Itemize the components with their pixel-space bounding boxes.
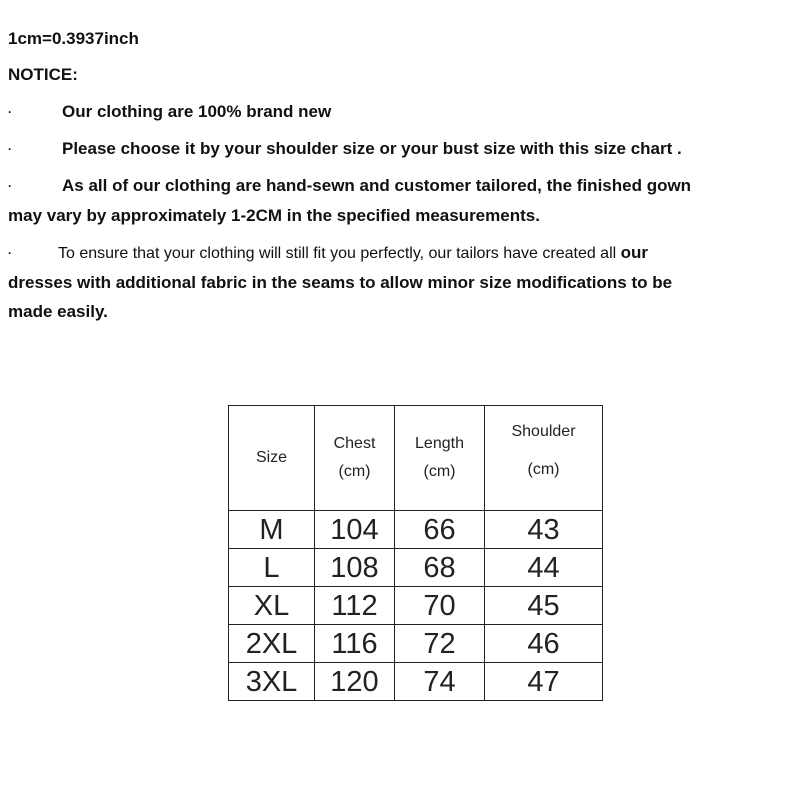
table-row (229, 625, 603, 663)
header-chest-label: Chest (333, 435, 376, 452)
note-fit (58, 243, 648, 264)
note-choose-size: Please choose it by your shoulder size or your bust size with this size chart . (62, 139, 682, 158)
cell-chest: 108 (315, 549, 395, 587)
table-row (229, 663, 603, 701)
cell-chest: 112 (315, 587, 395, 625)
notice-heading: NOTICE: (8, 65, 78, 84)
cell-chest: 116 (315, 625, 395, 663)
header-shoulder-unit: (cm) (527, 461, 560, 478)
note-hand-sewn: As all of our clothing are hand-sewn and customer tailored, the finished gown (62, 176, 692, 195)
header-length-unit: (cm) (423, 463, 456, 480)
cell-length: 66 (395, 511, 485, 549)
note-hand-sewn-cont: may vary by approximately 1-2CM in the specified measurements. (8, 206, 540, 225)
cell-size: 2XL (229, 625, 315, 663)
note-fit-our: our (620, 243, 649, 262)
cell-size: 3XL (229, 663, 315, 701)
cell-chest: 104 (315, 511, 395, 549)
conversion-note: 1cm=0.3937inch (8, 29, 139, 48)
table-row (229, 587, 603, 625)
header-shoulder (485, 406, 603, 511)
cell-length: 74 (395, 663, 485, 701)
table-header-row (229, 406, 603, 511)
cell-size: XL (229, 587, 315, 625)
header-chest-unit: (cm) (338, 463, 371, 480)
cell-size: M (229, 511, 315, 549)
header-shoulder-label: Shoulder (511, 423, 576, 440)
note-fit-end: made easily. (8, 302, 108, 321)
header-length (395, 406, 485, 511)
note-fit-cont: dresses with additional fabric in the seams to allow minor size modifications to be (8, 273, 673, 292)
header-size (229, 406, 315, 511)
cell-length: 68 (395, 549, 485, 587)
cell-chest: 120 (315, 663, 395, 701)
cell-shoulder: 43 (485, 511, 603, 549)
header-size-label: Size (255, 449, 288, 466)
table-row (229, 511, 603, 549)
bullet-4: · (8, 246, 12, 260)
cell-size: L (229, 549, 315, 587)
cell-length: 70 (395, 587, 485, 625)
bullet-1: · (8, 105, 12, 119)
cell-length: 72 (395, 625, 485, 663)
cell-shoulder: 46 (485, 625, 603, 663)
cell-shoulder: 47 (485, 663, 603, 701)
cell-shoulder: 44 (485, 549, 603, 587)
bullet-3: · (8, 179, 12, 193)
header-chest (315, 406, 395, 511)
bullet-2: · (8, 142, 12, 156)
header-length-label: Length (415, 435, 464, 452)
table-row (229, 549, 603, 587)
note-fit-text: To ensure that your clothing will still fit you perfectly, our tailors have created all (58, 245, 617, 262)
size-chart-table (228, 405, 603, 701)
note-brand-new: Our clothing are 100% brand new (62, 102, 332, 121)
cell-shoulder: 45 (485, 587, 603, 625)
